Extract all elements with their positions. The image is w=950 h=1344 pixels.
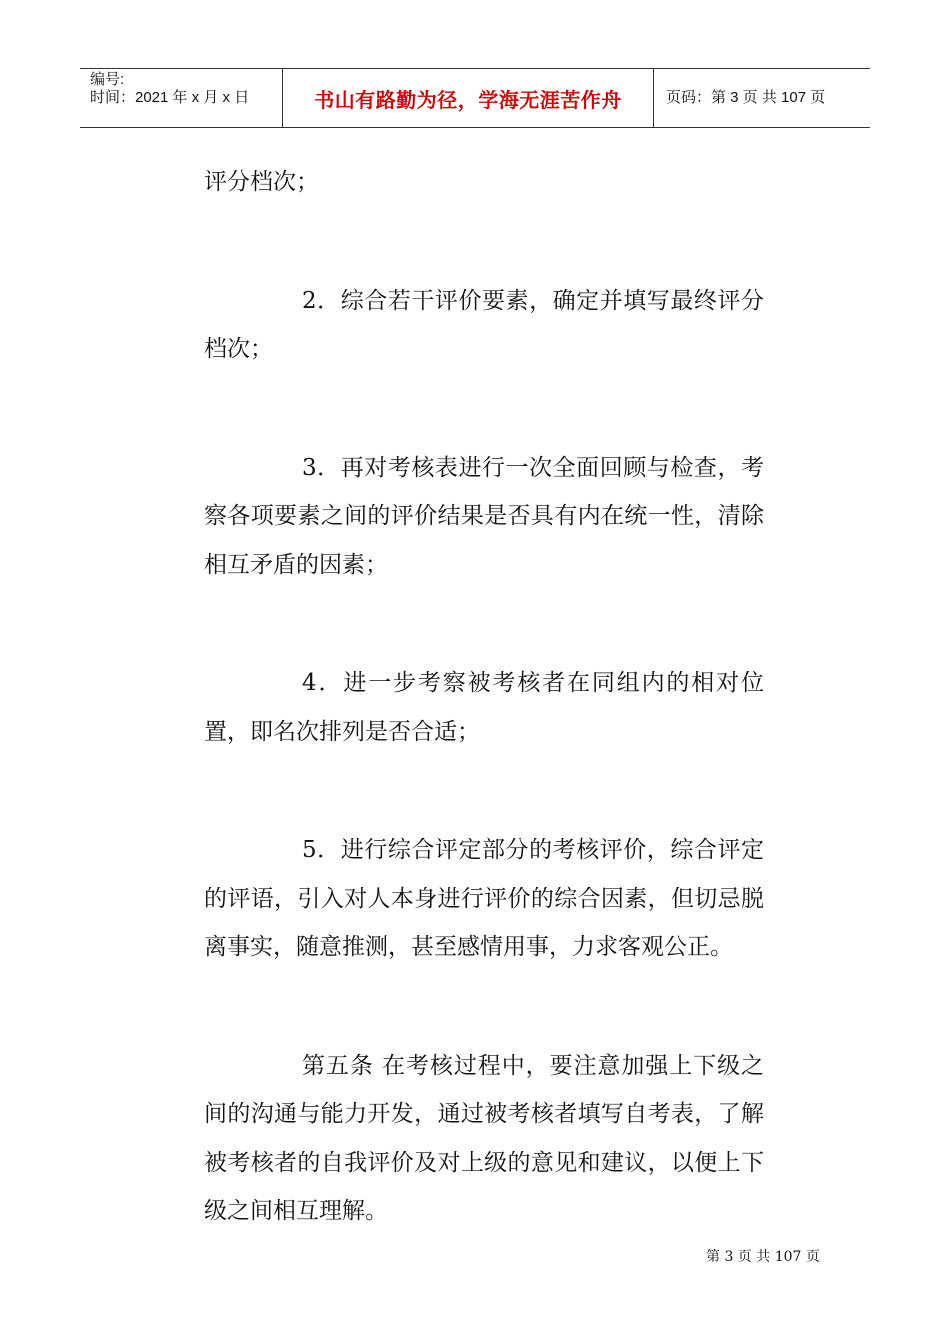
header-meta-cell	[80, 69, 282, 127]
paragraph-item-2: 2．综合若干评价要素，确定并填写最终评分档次；	[204, 287, 764, 362]
paragraph-continuation: 评分档次；	[204, 169, 319, 195]
paragraph-item-3: 3．再对考核表进行一次全面回顾与检查，考察各项要素之间的评价结果是否具有内在统一性，清除相互矛盾的因素；	[204, 454, 764, 578]
paragraph-item-5: 5．进行综合评定部分的考核评价，综合评定的评语，引入对人本身进行评价的综合因素，但切忌脱离事实，随意推测，甚至感情用事，力求客观公正。	[204, 837, 764, 960]
header-page-info: 页码：第 3 页 共 107 页	[666, 89, 826, 106]
page-footer-number: 第 3 页 共 107 页	[706, 1249, 820, 1265]
header-motto-cell	[282, 69, 654, 127]
document-body	[204, 158, 764, 1236]
paragraph-item-4: 4．进一步考察被考核者在同组内的相对位置，即名次排列是否合适；	[204, 670, 764, 745]
header-page-cell	[654, 69, 870, 127]
page-header	[80, 68, 870, 128]
header-motto: 书山有路勤为径，学海无涯苦作舟	[314, 87, 622, 112]
document-date-label: 时间：2021 年 x 月 x 日	[90, 89, 250, 106]
paragraph-article-5: 第五条 在考核过程中，要注意加强上下级之间的沟通与能力开发，通过被考核者填写自考表，了解被考核者的自我评价及对上级的意见和建议，以便上下级之间相互理解。	[204, 1052, 764, 1224]
document-number-label: 编号:	[90, 71, 125, 88]
